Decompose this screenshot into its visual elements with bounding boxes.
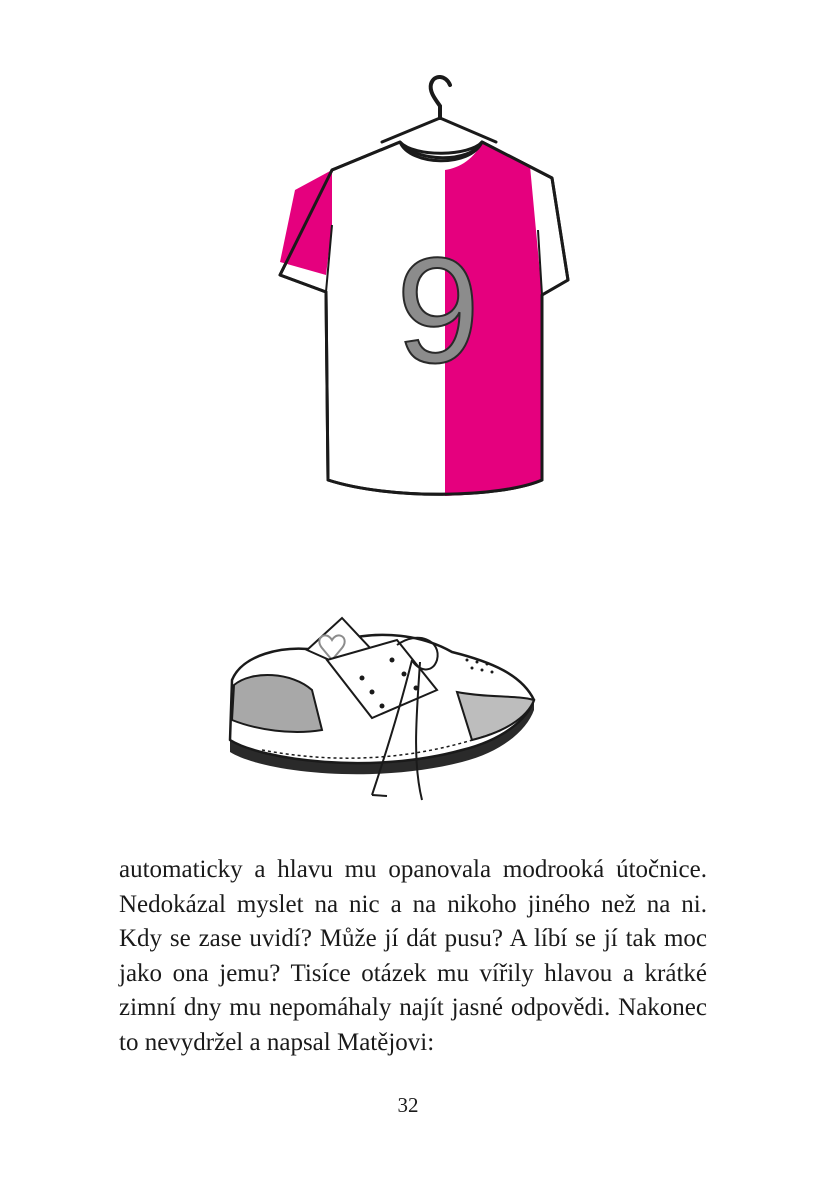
page-number: 32 — [397, 1093, 419, 1117]
sneaker-illustration — [222, 600, 552, 805]
text-line: Kdy se zase uvidí? Může jí dát pusu? A líbí se jí tak moc — [119, 925, 707, 952]
text-line: Nedokázal myslet na nic a na nikoho jiného než na ni. — [119, 890, 707, 918]
jersey-illustration — [270, 70, 590, 510]
text-line: to nevydržel a napsal Matějovi: — [119, 1028, 435, 1056]
text-line: automaticky a hlavu mu opanovala modrooká útočnice. — [119, 856, 707, 883]
hanger-icon — [382, 77, 496, 142]
text-line: jako ona jemu? Tisíce otázek mu vířily hlavou a krátké — [119, 959, 707, 987]
text-line: zimní dny mu nepomáhaly najít jasné odpovědi. Nakonec — [119, 994, 707, 1021]
jersey-number: 9 — [396, 226, 480, 394]
body-text — [119, 853, 707, 1060]
